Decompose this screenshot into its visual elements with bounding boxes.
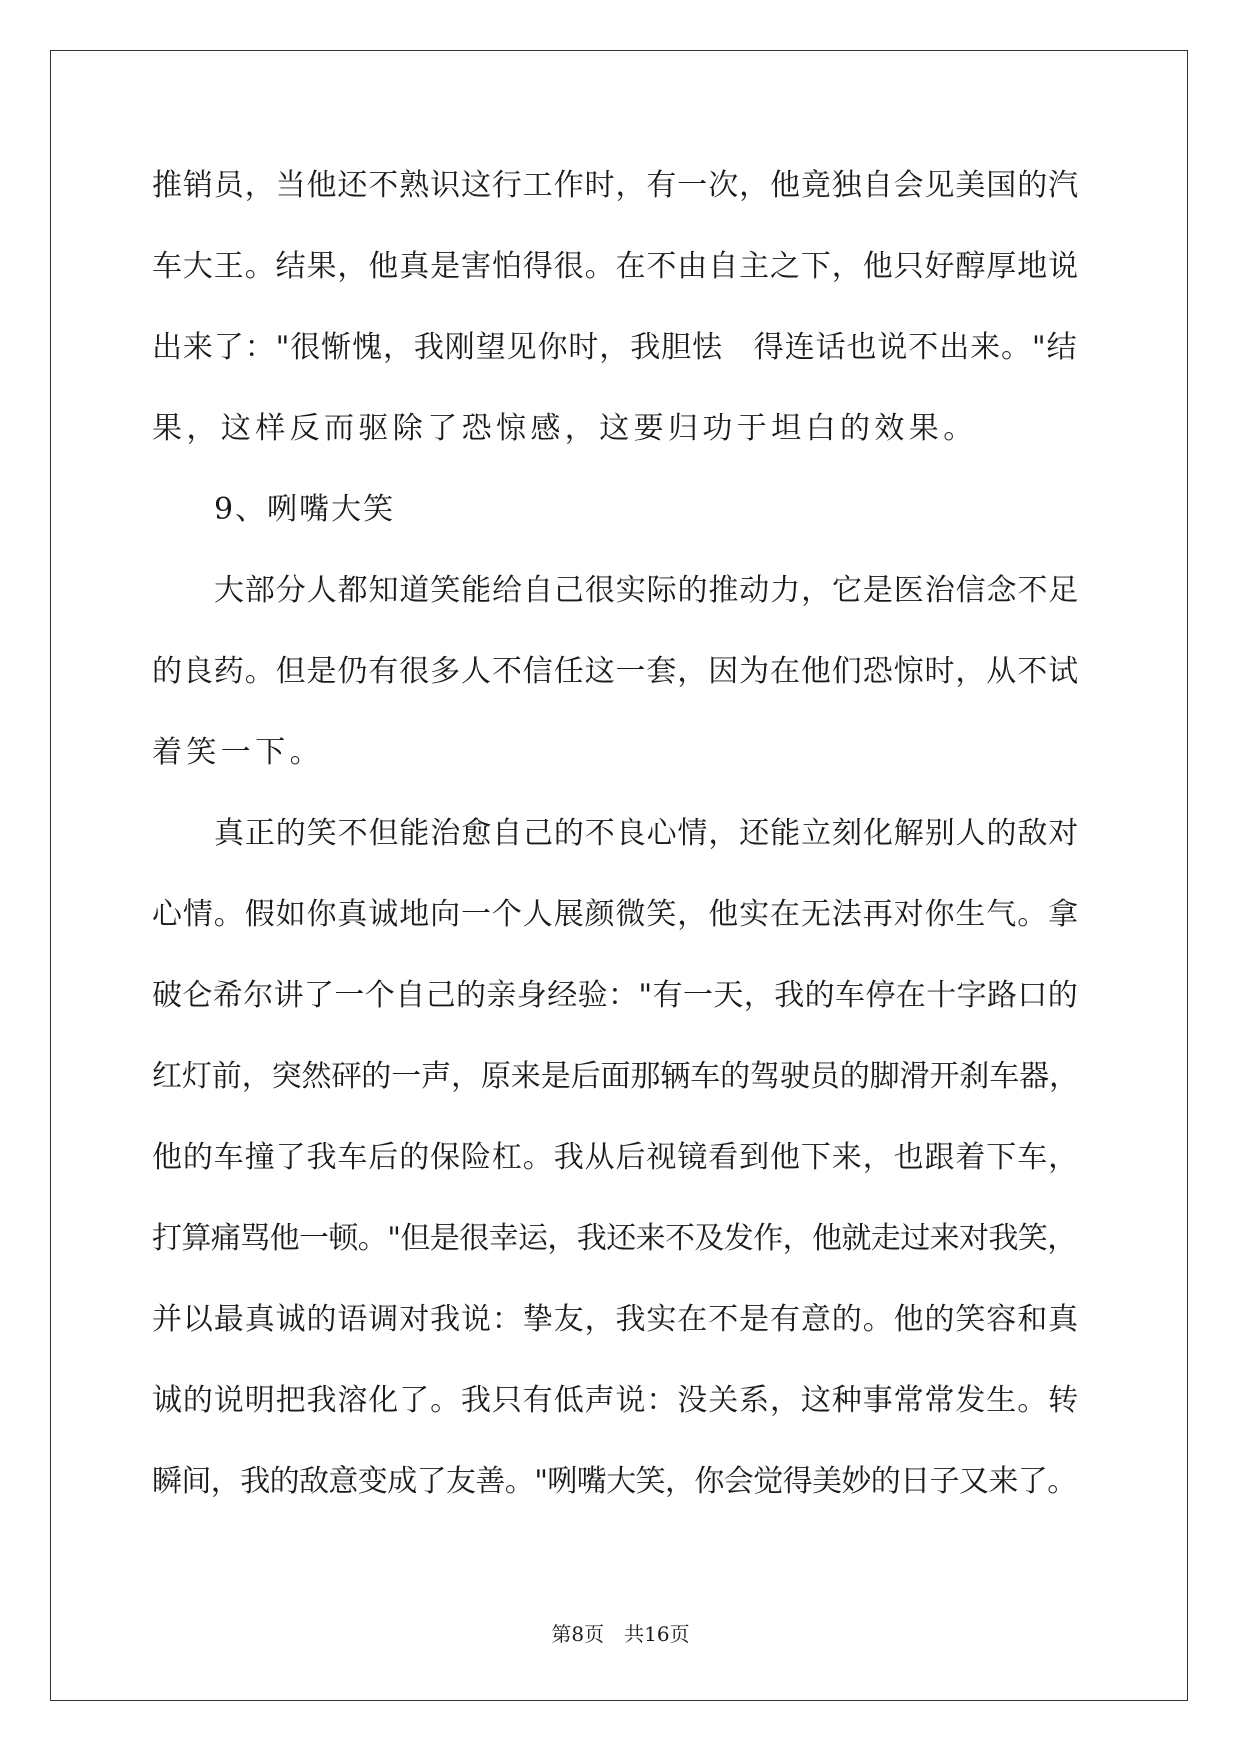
text-line: 破仑希尔讲了一个自己的亲身经验："有一天，我的车停在十字路口的 (152, 978, 1079, 1013)
text-line: 他的车撞了我车后的保险杠。我从后视镜看到他下来，也跟着下车， (152, 1140, 1079, 1175)
text-line: 瞬间，我的敌意变成了友善。"咧嘴大笑，你会觉得美妙的日子又来了。 (152, 1464, 1077, 1499)
text-line: 心情。假如你真诚地向一个人展颜微笑，他实在无法再对你生气。拿 (152, 897, 1079, 932)
paragraph-first-line: 真正的笑不但能治愈自己的不良心情，还能立刻化解别人的敌对 (214, 816, 1080, 851)
text-line: 打算痛骂他一顿。"但是很幸运，我还来不及发作，他就走过来对我笑， (152, 1221, 1077, 1256)
text-line: 并以最真诚的语调对我说：挚友，我实在不是有意的。他的笑容和真 (152, 1302, 1079, 1337)
paragraph-first-line: 大部分人都知道笑能给自己很实际的推动力，它是医治信念不足 (214, 573, 1080, 608)
text-line: 红灯前，突然砰的一声，原来是后面那辆车的驾驶员的脚滑开刹车器， (152, 1059, 1079, 1094)
page-number: 第8页 (551, 1622, 605, 1646)
text-line: 诚的说明把我溶化了。我只有低声说：没关系，这种事常常发生。转 (152, 1383, 1079, 1418)
text-line: 着笑一下。 (152, 735, 324, 770)
page-footer (0, 1620, 1241, 1648)
section-heading: 9、咧嘴大笑 (214, 492, 396, 527)
document-body (152, 164, 1092, 1541)
text-line: 推销员，当他还不熟识这行工作时，有一次，他竟独自会见美国的汽 (152, 168, 1079, 203)
text-line: 车大王。结果，他真是害怕得很。在不由自主之下，他只好醇厚地说 (152, 249, 1079, 284)
text-line: 出来了："很惭愧，我刚望见你时，我胆怯 得连话也说不出来。"结 (152, 330, 1078, 365)
page-total: 共16页 (624, 1622, 690, 1646)
text-line: 的良药。但是仍有很多人不信任这一套，因为在他们恐惊时，从不试 (152, 654, 1079, 689)
text-line: 果，这样反而驱除了恐惊感，这要归功于坦白的效果。 (152, 411, 978, 446)
